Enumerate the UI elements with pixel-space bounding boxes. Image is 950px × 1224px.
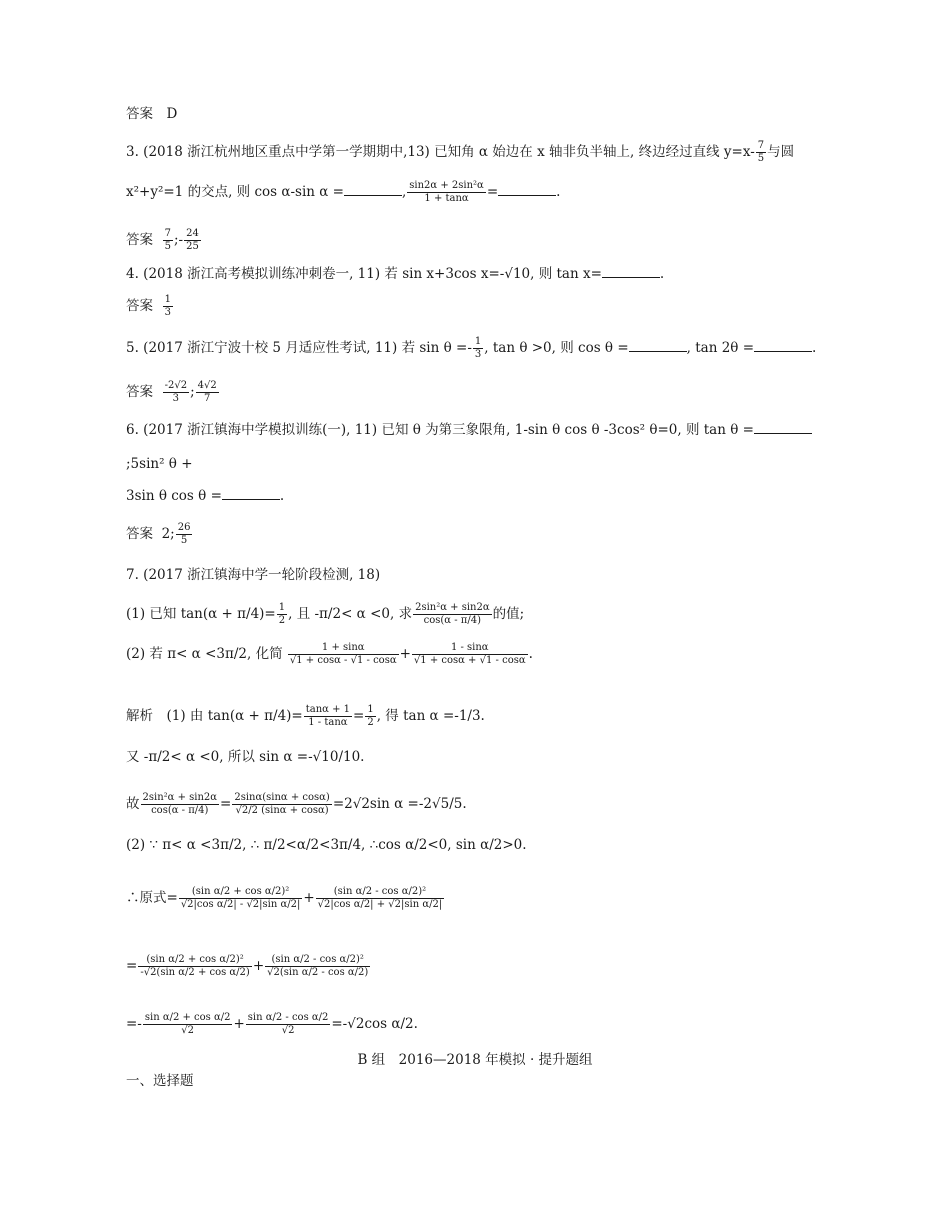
q5-question: 5. (2017 浙江宁波十校 5 月适应性考试, 11) 若 sin θ =- — [126, 340, 472, 356]
fraction — [246, 1012, 331, 1037]
frac-den: √2 — [181, 1025, 195, 1036]
fraction — [365, 704, 375, 729]
solution-line4: (2) ∵ π< α <3π/2, ∴ π/2<α/2<3π/4, ∴cos α/2<0, sin α/2>0. — [126, 837, 527, 853]
answer-fraction — [176, 522, 193, 547]
solution-line2: 又 -π/2< α <0, 所以 sin α =-√10/10. — [126, 749, 365, 765]
answer-label: 答案 — [126, 298, 153, 314]
q3-line-fraction — [756, 140, 766, 165]
q3-line1 — [126, 140, 794, 165]
solution-tail: =2√2sin α =-2√5/5. — [332, 796, 467, 812]
q7-part1-text: (1) 已知 tan(α + π/4)= — [126, 606, 276, 622]
frac-den: 3 — [172, 393, 180, 404]
frac-num: 1 - sinα — [412, 642, 528, 655]
solution-text: = — [126, 958, 138, 974]
answer-fraction — [163, 380, 189, 405]
solution-text: 故 — [126, 796, 140, 812]
q3-expression — [407, 180, 486, 205]
solution-text: 解析 (1) 由 tan(α + π/4)= — [126, 708, 303, 724]
q7-part1 — [126, 602, 524, 627]
q6-line2: ;5sin² θ + — [126, 456, 193, 472]
fraction — [179, 886, 303, 911]
fraction — [304, 704, 352, 729]
frac-num: tanα + 1 — [305, 704, 351, 715]
fraction — [277, 602, 287, 627]
frac-num: 7 — [164, 228, 171, 239]
fraction — [316, 886, 445, 911]
equals: = — [353, 708, 365, 724]
fraction — [265, 954, 370, 979]
section-heading: 一、选择题 — [126, 1073, 194, 1089]
period: . — [528, 646, 533, 662]
frac-den: 7 — [204, 393, 211, 404]
separator: ;- — [173, 232, 184, 248]
frac-den: √1 + cosα + √1 - cosα — [413, 655, 526, 666]
answer-blank — [344, 182, 402, 196]
frac-den: √1 + cosα - √1 - cosα — [289, 655, 397, 666]
frac-den: 1 - tanα — [308, 717, 348, 728]
frac-num: 1 — [278, 602, 286, 613]
q2-answer: 答案 D — [126, 106, 178, 122]
frac-den: -√2(sin α/2 + cos α/2) — [140, 967, 250, 978]
separator: ; — [190, 384, 195, 400]
answer-label: 答案 — [126, 384, 153, 400]
solution-text: =- — [126, 1016, 142, 1032]
answer-fraction — [163, 228, 173, 253]
frac-den: 3 — [164, 307, 171, 318]
fraction — [232, 792, 331, 817]
frac-num: 2sinα(sinα + cosα) — [234, 792, 330, 803]
fraction — [288, 642, 399, 667]
period: . — [659, 266, 665, 282]
answer-blank — [629, 338, 687, 352]
q3-answer — [126, 228, 202, 253]
frac-den: 1 + tanα — [424, 193, 469, 204]
q7-header: 7. (2017 浙江镇海中学一轮阶段检测, 18) — [126, 567, 381, 583]
frac-num: 7 — [757, 140, 765, 151]
answer-blank — [754, 420, 812, 434]
answer-fraction — [196, 380, 219, 405]
answer-fraction — [163, 294, 173, 319]
equals: = — [486, 184, 499, 200]
equals: = — [220, 796, 232, 812]
frac-den: 2 — [278, 615, 286, 626]
q5-question-mid2: , tan 2θ = — [686, 340, 755, 356]
q4-question: 4. (2018 浙江高考模拟训练冲刺卷一, 11) 若 sin x+3cos x=-√10, 则 tan x= — [126, 266, 602, 282]
answer-blank — [754, 338, 812, 352]
frac-den: 25 — [186, 241, 199, 252]
answer-label: 答案 — [126, 526, 153, 542]
q6-question-tail: 3sin θ cos θ = — [126, 488, 222, 504]
frac-num: 1 — [474, 336, 482, 347]
solution-line6 — [126, 954, 371, 979]
frac-num: -2√2 — [164, 380, 188, 391]
answer-value: 2; — [161, 526, 175, 542]
q4-line — [126, 264, 664, 283]
solution-line5 — [126, 886, 445, 911]
frac-num: (sin α/2 + cos α/2)² — [138, 954, 252, 967]
q4-answer — [126, 294, 174, 319]
frac-num: sin2α + 2sin²α — [409, 180, 484, 191]
q3-line2 — [126, 180, 560, 205]
frac-den: cos(α - π/4) — [151, 805, 209, 816]
fraction — [141, 792, 220, 817]
answer-label: 答案 — [126, 232, 153, 248]
frac-num: 1 — [164, 294, 171, 305]
frac-den: √2 — [281, 1025, 295, 1036]
answer-blank — [602, 264, 660, 278]
frac-num: sin α/2 - cos α/2 — [247, 1012, 329, 1023]
solution-line3 — [126, 792, 467, 817]
frac-num: 4√2 — [197, 380, 217, 391]
fraction — [413, 602, 492, 627]
q6-question: 6. (2017 浙江镇海中学模拟训练(一), 11) 已知 θ 为第三象限角, 1-sin θ cos θ -3cos² θ=0, 则 tan θ = — [126, 422, 754, 438]
q6-line3 — [126, 486, 284, 505]
q6-line1 — [126, 420, 812, 439]
solution-tail: , 得 tan α =-1/3. — [376, 708, 485, 724]
solution-tail: =-√2cos α/2. — [331, 1016, 418, 1032]
solution-line7 — [126, 1012, 418, 1037]
frac-den: √2(sin α/2 - cos α/2) — [267, 967, 369, 978]
frac-den: √2|cos α/2| + √2|sin α/2| — [317, 899, 443, 910]
frac-num: (sin α/2 + cos α/2)² — [179, 886, 303, 899]
frac-num: 1 — [367, 704, 374, 715]
q6-answer — [126, 522, 193, 547]
solution-text: ∴原式= — [126, 890, 178, 906]
answer-fraction — [184, 228, 201, 253]
frac-num: 1 + sinα — [288, 642, 399, 655]
period: . — [812, 340, 817, 356]
q3-question: x²+y²=1 的交点, 则 cos α-sin α = — [126, 184, 344, 200]
q3-stem: 3. (2018 浙江杭州地区重点中学第一学期期中,13) 已知角 α 始边在 x 轴非负半轴上, 终边经过直线 y=x- — [126, 144, 755, 160]
plus: + — [399, 646, 411, 662]
frac-den: √2/2 (sinα + cosα) — [235, 805, 329, 816]
q3-tail: 与圆 — [767, 144, 795, 160]
q5-fraction — [473, 336, 483, 361]
frac-num: 24 — [186, 228, 199, 239]
plus: + — [303, 890, 315, 906]
period: . — [556, 184, 561, 200]
frac-den: 5 — [164, 241, 171, 252]
frac-den: 5 — [757, 153, 765, 164]
fraction — [138, 954, 252, 979]
frac-den: 5 — [180, 535, 188, 546]
group-b-heading: B 组 2016—2018 年模拟 · 提升题组 — [357, 1052, 593, 1068]
solution-line1 — [126, 704, 485, 729]
frac-num: 26 — [177, 522, 191, 533]
q5-answer — [126, 380, 220, 405]
plus: + — [233, 1016, 245, 1032]
q7-part2 — [126, 642, 533, 667]
frac-num: 2sin²α + sin2α — [142, 792, 218, 803]
answer-blank — [498, 182, 556, 196]
q7-part2-text: (2) 若 π< α <3π/2, 化简 — [126, 646, 283, 662]
frac-num: (sin α/2 - cos α/2)² — [265, 954, 370, 967]
fraction — [143, 1012, 233, 1037]
frac-den: 2 — [367, 717, 374, 728]
frac-num: 2sin²α + sin2α — [415, 602, 490, 613]
frac-den: √2|cos α/2| - √2|sin α/2| — [180, 899, 301, 910]
plus: + — [252, 958, 265, 974]
q5-question-mid: , tan θ >0, 则 cos θ = — [484, 340, 629, 356]
frac-num: (sin α/2 - cos α/2)² — [316, 886, 445, 899]
q7-part1-mid: , 且 -π/2< α <0, 求 — [288, 606, 413, 622]
separator: , — [401, 184, 407, 200]
fraction — [412, 642, 528, 667]
frac-num: sin α/2 + cos α/2 — [144, 1012, 231, 1023]
answer-blank — [222, 486, 280, 500]
q7-part1-end: 的值; — [492, 606, 525, 622]
period: . — [279, 488, 285, 504]
frac-den: 3 — [474, 349, 482, 360]
q5-line — [126, 336, 816, 361]
frac-den: cos(α - π/4) — [423, 615, 482, 626]
